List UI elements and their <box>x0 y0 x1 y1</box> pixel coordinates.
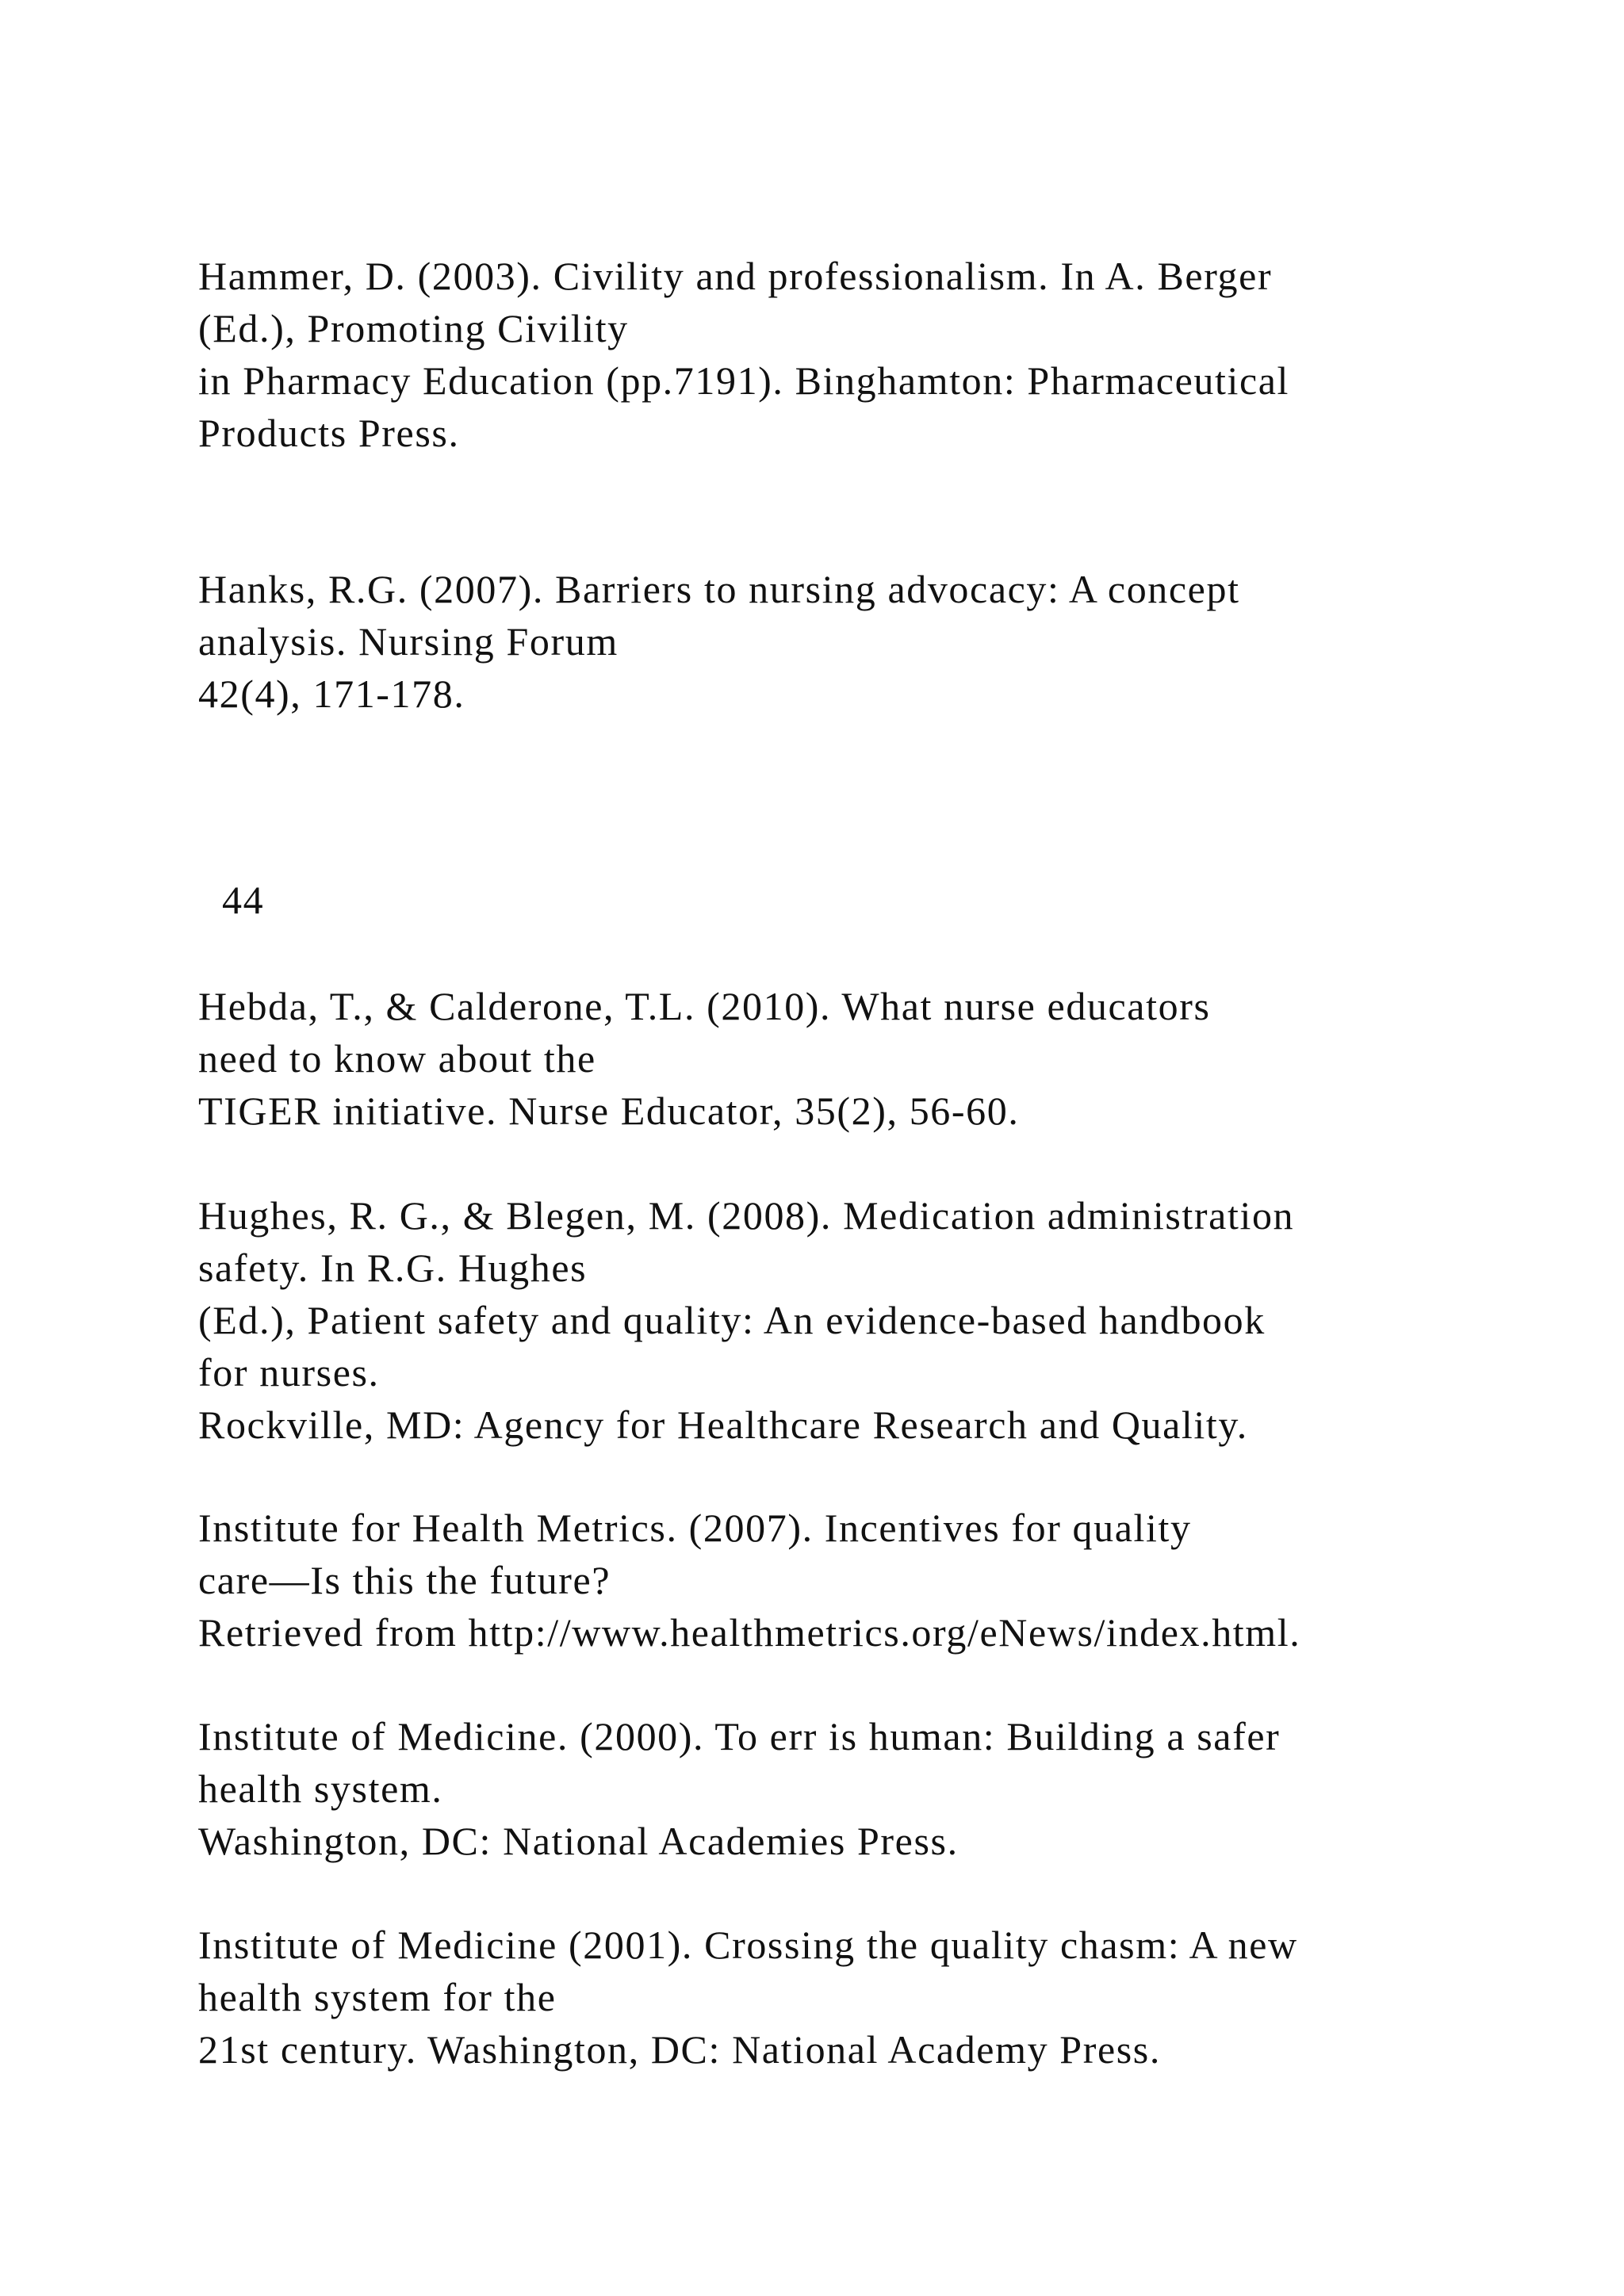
reference-line: need to know about the <box>198 1036 596 1081</box>
reference-line: 21st century. Washington, DC: National Academy Press. <box>198 2027 1161 2072</box>
reference-line: Rockville, MD: Agency for Healthcare Research and Quality. <box>198 1402 1248 1447</box>
reference-line: Washington, DC: National Academies Press. <box>198 1819 959 1863</box>
reference-line: care—Is this the future? <box>198 1558 611 1602</box>
reference-hammer-2003 <box>198 250 1289 459</box>
reference-line: Institute of Medicine (2001). Crossing the quality chasm: A new <box>198 1923 1298 1967</box>
reference-iom-2001 <box>198 1919 1298 2076</box>
reference-line: TIGER initiative. Nurse Educator, 35(2), 56-60. <box>198 1089 1020 1133</box>
reference-line: Hammer, D. (2003). Civility and professionalism. In A. Berger <box>198 254 1273 298</box>
reference-line: health system. <box>198 1766 443 1811</box>
reference-line: Retrieved from http://www.healthmetrics.org/eNews/index.html. <box>198 1610 1301 1655</box>
reference-hanks-2007 <box>198 563 1240 720</box>
reference-line: Hebda, T., & Calderone, T.L. (2010). What nurse educators <box>198 984 1211 1028</box>
reference-iom-2000 <box>198 1710 1280 1867</box>
reference-line: Hughes, R. G., & Blegen, M. (2008). Medication administration <box>198 1193 1295 1238</box>
reference-line: for nurses. <box>198 1350 380 1395</box>
reference-line: 42(4), 171-178. <box>198 672 465 716</box>
reference-line: Institute of Medicine. (2000). To err is human: Building a safer <box>198 1714 1281 1758</box>
reference-hughes-2008 <box>198 1189 1294 1451</box>
reference-line: Hanks, R.G. (2007). Barriers to nursing advocacy: A concept <box>198 567 1240 611</box>
reference-line: health system for the <box>198 1975 557 2019</box>
reference-ihm-2007 <box>198 1502 1300 1659</box>
reference-hebda-2010 <box>198 980 1211 1137</box>
reference-line: Products Press. <box>198 411 460 455</box>
reference-line: in Pharmacy Education (pp.7191). Binghamton: Pharmaceutical <box>198 358 1290 403</box>
reference-line: analysis. Nursing Forum <box>198 619 619 664</box>
page-number: 44 <box>222 878 265 922</box>
reference-line: (Ed.), Patient safety and quality: An evidence-based handbook <box>198 1298 1266 1342</box>
reference-line: (Ed.), Promoting Civility <box>198 306 629 350</box>
reference-line: Institute for Health Metrics. (2007). Incentives for quality <box>198 1506 1192 1550</box>
reference-line: safety. In R.G. Hughes <box>198 1246 588 1290</box>
